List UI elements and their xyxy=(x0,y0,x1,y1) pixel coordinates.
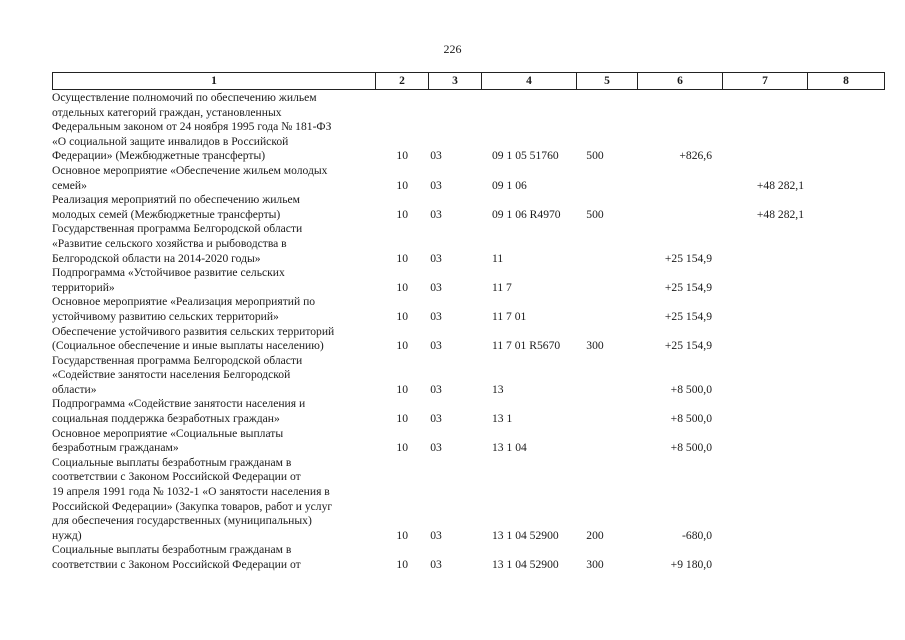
section-code: 10 xyxy=(396,207,408,221)
header-col-5: 5 xyxy=(577,73,638,90)
target-article-code: 11 7 01 xyxy=(492,309,527,323)
description-line: Подпрограмма «Содействие занятости населения и xyxy=(52,397,306,411)
target-article-code: 11 7 xyxy=(492,280,512,294)
table-row xyxy=(52,91,882,164)
description-line: молодых семей (Межбюджетные трансферты) xyxy=(52,207,281,221)
amount-change-col6: +9 180,0 xyxy=(670,558,712,571)
amount-change-col6: +8 500,0 xyxy=(670,382,712,396)
description-line: территорий» xyxy=(52,280,115,294)
description-line: безработным гражданам» xyxy=(52,441,179,455)
description-line: социальная поддержка безработных граждан» xyxy=(52,412,280,426)
row-description xyxy=(52,427,374,456)
description-line: Основное мероприятие «Обеспечение жильем молодых xyxy=(52,163,328,177)
section-code: 10 xyxy=(396,528,408,542)
row-description xyxy=(52,325,374,354)
amount-change-col6: +826,6 xyxy=(679,149,712,163)
description-line: «Содействие занятости населения Белгородской xyxy=(52,368,291,382)
row-description xyxy=(52,397,374,426)
description-line: Российской Федерации» (Закупка товаров, работ и услуг xyxy=(52,499,333,513)
description-line: Социальные выплаты безработным гражданам в xyxy=(52,455,292,469)
table-row xyxy=(52,354,882,398)
subsection-code: 03 xyxy=(430,528,442,542)
subsection-code: 03 xyxy=(430,207,442,221)
description-line: Основное мероприятие «Социальные выплаты xyxy=(52,426,284,440)
description-line: нужд) xyxy=(52,528,82,542)
subsection-code: 03 xyxy=(430,382,442,396)
subsection-code: 03 xyxy=(430,309,442,323)
table-row xyxy=(52,543,882,572)
description-line: Государственная программа Белгородской области xyxy=(52,222,303,236)
section-code: 10 xyxy=(396,558,408,571)
section-code: 10 xyxy=(396,309,408,323)
row-description xyxy=(52,164,374,193)
header-col-4: 4 xyxy=(482,73,577,90)
description-line: Основное мероприятие «Реализация мероприятий по xyxy=(52,295,316,309)
target-article-code: 13 xyxy=(492,382,504,396)
description-line: Федеральным законом от 24 ноября 1995 года № 181-ФЗ xyxy=(52,120,332,134)
row-description xyxy=(52,354,374,398)
description-line: Подпрограмма «Устойчивое развитие сельских xyxy=(52,266,285,280)
section-code: 10 xyxy=(396,149,408,163)
row-description xyxy=(52,266,374,295)
header-col-1: 1 xyxy=(53,73,376,90)
row-description xyxy=(52,456,374,544)
amount-change-col6: +8 500,0 xyxy=(670,441,712,455)
target-article-code: 09 1 06 R4970 xyxy=(492,207,561,221)
expense-type-code: 500 xyxy=(586,207,604,221)
table-row xyxy=(52,193,882,222)
section-code: 10 xyxy=(396,441,408,455)
target-article-code: 13 1 04 52900 xyxy=(492,528,559,542)
table-row xyxy=(52,397,882,426)
description-line: (Социальное обеспечение и иные выплаты населению) xyxy=(52,339,324,353)
description-line: «Развитие сельского хозяйства и рыбоводства в xyxy=(52,236,287,250)
expense-type-code: 200 xyxy=(586,528,604,542)
row-description xyxy=(52,222,374,266)
table-row xyxy=(52,427,882,456)
expense-type-code: 500 xyxy=(586,149,604,163)
target-article-code: 09 1 05 51760 xyxy=(492,149,559,163)
budget-rows xyxy=(52,91,882,573)
header-col-6: 6 xyxy=(638,73,723,90)
target-article-code: 11 7 01 R5670 xyxy=(492,339,561,353)
section-code: 10 xyxy=(396,412,408,426)
section-code: 10 xyxy=(396,280,408,294)
subsection-code: 03 xyxy=(430,412,442,426)
amount-change-col6: +25 154,9 xyxy=(664,339,712,353)
subsection-code: 03 xyxy=(430,251,442,265)
description-line: соответствии с Законом Российской Федерации от xyxy=(52,558,301,571)
description-line: области» xyxy=(52,382,97,396)
section-code: 10 xyxy=(396,251,408,265)
subsection-code: 03 xyxy=(430,280,442,294)
target-article-code: 13 1 04 52900 xyxy=(492,558,559,571)
description-line: Обеспечение устойчивого развития сельских территорий xyxy=(52,324,335,338)
table-row xyxy=(52,325,882,354)
amount-change-col6: +25 154,9 xyxy=(664,280,712,294)
description-line: «О социальной защите инвалидов в Российской xyxy=(52,134,289,148)
header-col-8: 8 xyxy=(808,73,885,90)
row-description xyxy=(52,543,374,572)
row-description xyxy=(52,295,374,324)
description-line: устойчивому развитию сельских территорий» xyxy=(52,309,279,323)
description-line: Реализация мероприятий по обеспечению жильем xyxy=(52,193,300,207)
target-article-code: 13 1 xyxy=(492,412,513,426)
description-line: семей» xyxy=(52,178,87,192)
column-header-table xyxy=(52,72,885,90)
target-article-code: 09 1 06 xyxy=(492,178,527,192)
description-line: для обеспечения государственных (муниципальных) xyxy=(52,514,312,528)
amount-change-col6: -680,0 xyxy=(682,528,712,542)
subsection-code: 03 xyxy=(430,149,442,163)
section-code: 10 xyxy=(396,178,408,192)
row-description xyxy=(52,91,374,164)
expense-type-code: 300 xyxy=(586,558,604,571)
header-col-2: 2 xyxy=(376,73,429,90)
amount-change-col7: +48 282,1 xyxy=(756,207,804,221)
subsection-code: 03 xyxy=(430,178,442,192)
table-row xyxy=(52,164,882,193)
table-row xyxy=(52,295,882,324)
description-line: Федерации» (Межбюджетные трансферты) xyxy=(52,149,266,163)
page-number: 226 xyxy=(443,42,462,56)
table-row xyxy=(52,222,882,266)
target-article-code: 11 xyxy=(492,251,504,265)
description-line: соответствии с Законом Российской Федерации от xyxy=(52,470,301,484)
subsection-code: 03 xyxy=(430,339,442,353)
amount-change-col6: +25 154,9 xyxy=(664,251,712,265)
description-line: Осуществление полномочий по обеспечению жильем xyxy=(52,91,317,104)
description-line: отдельных категорий граждан, установленных xyxy=(52,105,282,119)
description-line: Белгородской области на 2014-2020 годы» xyxy=(52,251,261,265)
description-line: Социальные выплаты безработным гражданам в xyxy=(52,543,292,557)
subsection-code: 03 xyxy=(430,441,442,455)
row-description xyxy=(52,193,374,222)
header-col-3: 3 xyxy=(429,73,482,90)
expense-type-code: 300 xyxy=(586,339,604,353)
amount-change-col6: +8 500,0 xyxy=(670,412,712,426)
amount-change-col7: +48 282,1 xyxy=(756,178,804,192)
subsection-code: 03 xyxy=(430,558,442,571)
amount-change-col6: +25 154,9 xyxy=(664,309,712,323)
section-code: 10 xyxy=(396,382,408,396)
target-article-code: 13 1 04 xyxy=(492,441,527,455)
description-line: 19 апреля 1991 года № 1032-1 «О занятости населения в xyxy=(52,485,330,499)
section-code: 10 xyxy=(396,339,408,353)
table-row xyxy=(52,266,882,295)
description-line: Государственная программа Белгородской области xyxy=(52,353,303,367)
table-row xyxy=(52,456,882,544)
header-col-7: 7 xyxy=(723,73,808,90)
